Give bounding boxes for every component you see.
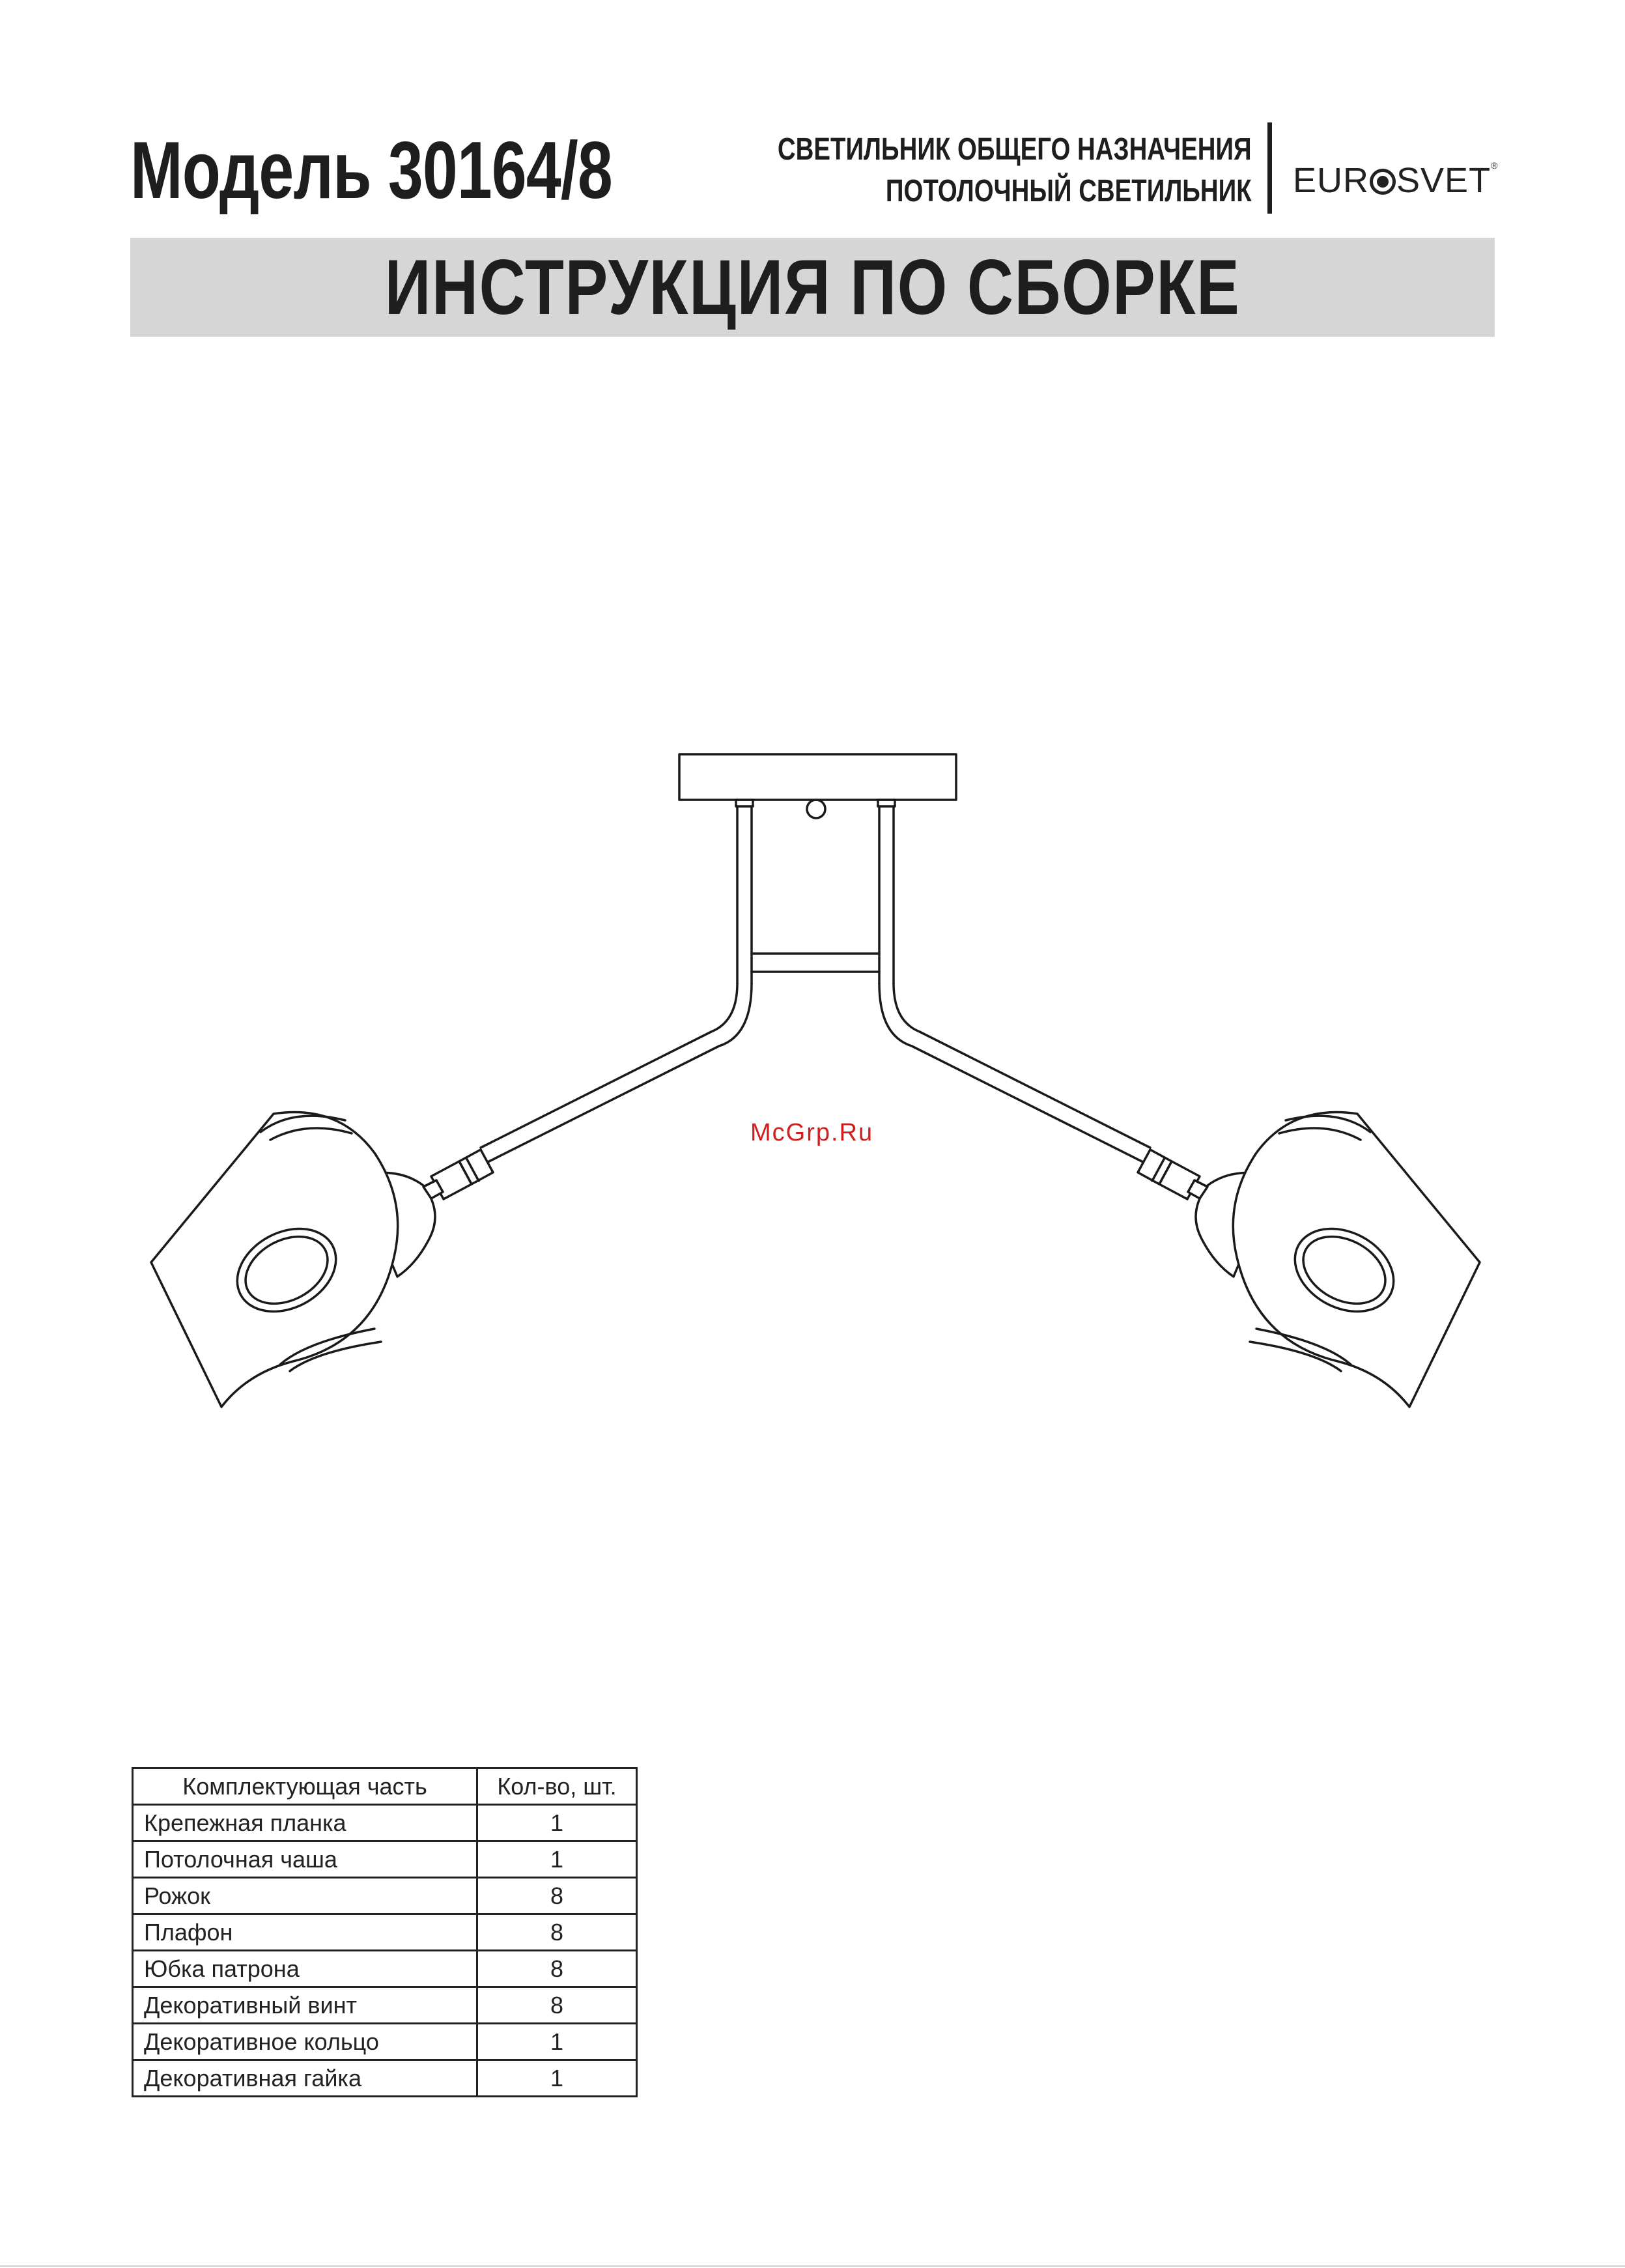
part-qty: 1 — [477, 1841, 637, 1878]
left-lamp-shade — [151, 1113, 398, 1408]
ceiling-canopy — [679, 754, 956, 800]
part-qty: 1 — [477, 2024, 637, 2060]
banner-title: ИНСТРУКЦИЯ ПО СБОРКЕ — [384, 244, 1241, 331]
part-name: Декоративная гайка — [133, 2060, 477, 2097]
part-name: Потолочная чаша — [133, 1841, 477, 1878]
part-name: Крепежная планка — [133, 1805, 477, 1841]
part-name: Плафон — [133, 1914, 477, 1951]
table-row — [133, 1878, 637, 1914]
table-row — [133, 2024, 637, 2060]
right-lamp-shade — [1233, 1113, 1480, 1408]
part-qty: 8 — [477, 1987, 637, 2024]
part-name: Рожок — [133, 1878, 477, 1914]
part-qty: 1 — [477, 1805, 637, 1841]
brand-logo-part1: EUR — [1293, 161, 1370, 200]
header-quantity: Кол-во, шт. — [477, 1768, 637, 1805]
brand-divider — [1267, 122, 1272, 214]
registered-mark: ® — [1491, 160, 1499, 171]
parts-table — [132, 1767, 638, 2097]
model-title: Модель 30164/8 — [130, 126, 613, 216]
table-header-row — [133, 1768, 637, 1805]
canopy-connector-left — [736, 800, 753, 806]
header-component: Комплектующая часть — [133, 1768, 477, 1805]
logo-o-icon — [1370, 169, 1396, 195]
table-row — [133, 1951, 637, 1987]
part-qty: 8 — [477, 1951, 637, 1987]
left-arm — [481, 984, 737, 1148]
table-row — [133, 1987, 637, 2024]
product-subtitle — [778, 129, 1252, 212]
canopy-screw — [807, 800, 825, 818]
brand-logo-part2: SVET — [1396, 161, 1491, 200]
part-qty: 8 — [477, 1914, 637, 1951]
canopy-connector-right — [878, 800, 895, 806]
brand-logo — [1293, 145, 1498, 201]
page-bottom-line — [0, 2265, 1625, 2267]
watermark: McGrp.Ru — [750, 1119, 874, 1146]
instruction-banner — [130, 238, 1495, 337]
subtitle-line-general: СВЕТИЛЬНИК ОБЩЕГО НАЗНАЧЕНИЯ — [778, 132, 1252, 167]
ceiling-lamp-illustration — [130, 736, 1498, 1453]
part-qty: 8 — [477, 1878, 637, 1914]
table-row — [133, 1841, 637, 1878]
part-qty: 1 — [477, 2060, 637, 2097]
subtitle-line-ceiling: ПОТОЛОЧНЫЙ СВЕТИЛЬНИК — [886, 174, 1252, 208]
table-row — [133, 1805, 637, 1841]
part-name: Юбка патрона — [133, 1951, 477, 1987]
table-row — [133, 2060, 637, 2097]
table-row — [133, 1914, 637, 1951]
part-name: Декоративный винт — [133, 1987, 477, 2024]
part-name: Декоративное кольцо — [133, 2024, 477, 2060]
right-arm — [894, 984, 1150, 1148]
